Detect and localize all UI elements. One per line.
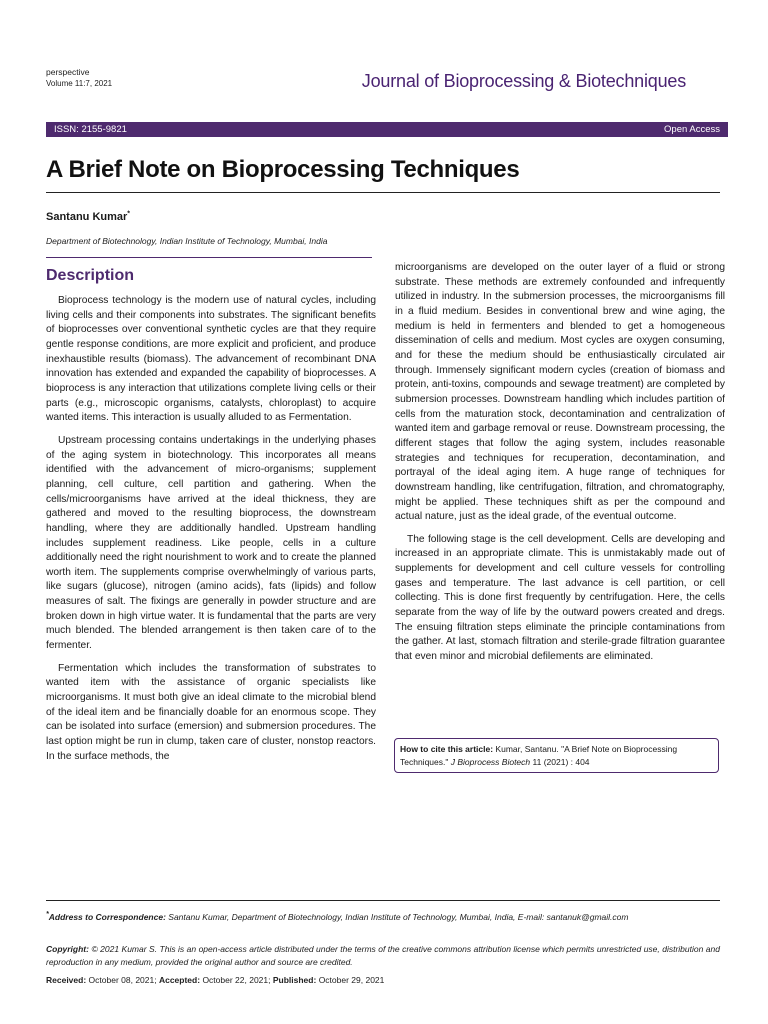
- citation-journal: J Bioprocess Biotech: [450, 757, 531, 767]
- copyright-text: © 2021 Kumar S. This is an open-access article distributed under the terms of the creative commons attribution license which permits unrestricted use, distribution and reproduction in any medium, provided the original author and source are credited.: [46, 944, 720, 967]
- published-date: October 29, 2021: [318, 975, 385, 985]
- paragraph: Upstream processing contains undertakings in the underlying phases of the aging system in biotechnology. This incorporates all means identified with the advancement of micro-organisms; supplement planning, cell culture, cell partition and gathering. When the cells/microorganisms have arrived at the ideal thickness, they are gathered and moved to the resulting bioprocess, the downstream handling, where they are additionally handled. Upstream handling includes supplement readiness. Like people, cells in a culture additionally need the right nourishment to work and to create the planned worth item. The supplements comprise overwhelmingly of various parts, like sugars (glucose), nitrogen (amino acids), fats (lipids) and follow measures of salt. The fixings are generally in powder structure and are broken down in high virtue water. It is fundamental that the parts are very much blended. The blended arrangement is then taken care of to the fermenter.: [46, 434, 376, 652]
- article-dates: [46, 975, 384, 985]
- correspondence-text: Santanu Kumar, Department of Biotechnology, Indian Institute of Technology, Mumbai, India, E-mail: santanuk@gmail.com: [168, 911, 629, 922]
- left-column: [46, 294, 376, 772]
- correspondence-label: Address to Correspondence:: [48, 911, 166, 922]
- article-meta: [46, 67, 112, 89]
- citation-label: How to cite this article:: [400, 744, 494, 754]
- section-title: Description: [46, 267, 135, 284]
- volume-info: Volume 11:7, 2021: [46, 79, 113, 88]
- author-name: Santanu Kumar: [46, 211, 128, 223]
- affiliation: Department of Biotechnology, Indian Institute of Technology, Mumbai, India: [46, 236, 328, 246]
- paragraph: The following stage is the cell development. Cells are developing and increased in an appropriate climate. This is unmistakably made out of supplements for development and cell culture vessels for controlling gases and temperature. The last advance is cell partition, or cell collecting. This is done first frequently by centrifugation. Here, the cells separate from the way of life by the outward powers created and dregs. The ensuing filtration steps eliminate the principle contaminations from the gather. At last, stomach filtration and sterile-grade filtration guarantee that even minor and microbial defilements are eliminated.: [395, 533, 725, 663]
- accepted-date: October 22, 2021;: [202, 975, 271, 985]
- open-access-label: Open Access: [664, 124, 720, 135]
- issn-label: ISSN: 2155-9821: [54, 124, 127, 135]
- copyright-label: Copyright:: [46, 944, 89, 954]
- copyright: [46, 943, 720, 968]
- journal-name: Journal of Bioprocessing & Biotechniques: [361, 71, 686, 91]
- published-label: Published:: [272, 975, 317, 985]
- received-date: October 08, 2021;: [88, 975, 157, 985]
- footer-divider: [46, 900, 720, 901]
- paragraph: Bioprocess technology is the modern use of natural cycles, including living cells and their components into substrates. The significant benefits of bioprocesses over conventional synthetic cycles are that they require gentle response conditions, are more explicit and proficient, and produce inexhaustible results (biomass). The advancement of recombinant DNA innovation has extended and expanded the capability of bioprocesses. A bioprocess is any interaction that utilizations complete living cells or their parts (e.g., microscopic organisms, catalysts, chloroplast) to acquire wanted items. This interaction is usually alluded to as Fermentation.: [46, 295, 376, 424]
- affiliation-divider: [46, 257, 372, 258]
- received-label: Received:: [46, 975, 87, 985]
- article-title: A Brief Note on Bioprocessing Techniques: [46, 156, 520, 183]
- correspondence: [46, 908, 720, 923]
- accepted-label: Accepted:: [158, 975, 201, 985]
- article-type: perspective: [46, 67, 90, 77]
- author-mark: *: [127, 210, 131, 218]
- corr-mark: *: [46, 910, 49, 918]
- issn-bar: [46, 122, 728, 137]
- citation-text: Kumar, Santanu. "A Brief Note on Bioprocessing Techniques.": [400, 744, 678, 767]
- title-divider: [46, 192, 720, 193]
- paragraph: Fermentation which includes the transformation of substrates to wanted item with the assistance of organic specialists like microorganisms. It must both give an ideal climate to the microbial blend of the ideal item and be financially doable for an enormous scope. They can be isolated into surface (emersion) and submersion procedures. The last option might be run in clump, taken care of cluster, nonstop reactors. In the surface methods, the: [46, 662, 376, 762]
- citation-box: [394, 738, 719, 773]
- citation-ref: 11 (2021) : 404: [532, 757, 590, 767]
- paragraph: microorganisms are developed on the outer layer of a fluid or strong substrate. These methods are extremely confounded and infrequently utilized in industry. In the submersion processes, the microorganisms fill in a fluid medium. Besides in conventional brew and wine aging, the medium is held in fermenters and blended to get a homogeneous dissemination of cells and medium. Most cycles are oxygen consuming, and for these the medium should be enthusiastically circulated air through. Immensely significant modern cycles (creation of biomass and protein, anti-toxins, compounds and sewage treatment) are completed by submersion processes. Downstream handling which includes partition of cells from the maturation stock, decontamination and centralization of wanted item and garbage removal or reuse. Downstream processing, the different stages that follow the aging system, includes reasonable strategies and techniques for recuperation, decontamination, and portrayal of the ideal aging item. A huge range of techniques for downstream handling, like centrifugation, filtration, and chromatography, might be applied. These techniques shift as per the compound and actual nature, just as the ideal grade, of the eventual outcome.: [395, 262, 725, 523]
- author: [46, 211, 130, 223]
- right-column: [395, 261, 725, 673]
